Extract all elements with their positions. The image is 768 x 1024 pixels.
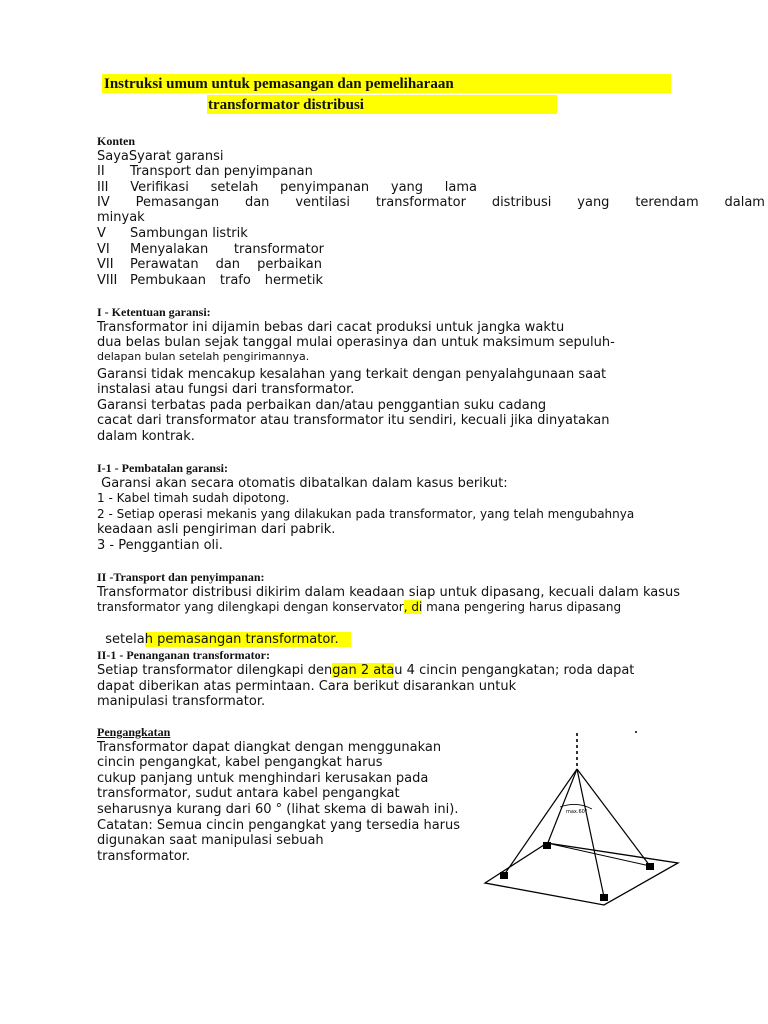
section-2-1-text-1: Setiap transformator dilengkapi dengan 2 atau 4 cincin pengangkatan; roda dapat bbox=[97, 663, 635, 678]
lifting-text-2: cincin pengangkat, kabel pengangkat harus bbox=[97, 755, 383, 770]
section-1-text-2: dua belas bulan sejak tanggal mulai operasinya dan untuk maksimum sepuluh- bbox=[97, 335, 615, 350]
lifting-cables bbox=[504, 769, 650, 897]
section-2-1-text-3: manipulasi transformator. bbox=[97, 694, 266, 709]
highlight-pemasangan: h pemasangan transformator. bbox=[144, 632, 351, 647]
toc-heading: Konten bbox=[97, 134, 136, 148]
section-2-heading: II -Transport dan penyimpanan: bbox=[97, 570, 265, 584]
section-2-text-2: transformator yang dilengkapi dengan konservator, di mana pengering harus dipasang bbox=[97, 600, 622, 614]
transformer-base bbox=[485, 843, 678, 905]
lifting-rings bbox=[500, 842, 654, 901]
section-1-text-3: delapan bulan setelah pengirimannya. bbox=[97, 350, 310, 363]
toc-item-6-label: Menyalakan transformator bbox=[130, 242, 324, 257]
lifting-text-3: cukup panjang untuk menghindari kerusakan pada bbox=[97, 771, 429, 786]
section-1-1-text-3: 2 - Setiap operasi mekanis yang dilakukan pada transformator, yang telah mengubahnya bbox=[97, 507, 635, 521]
section-2-text-1: Transformator distribusi dikirim dalam keadaan siap untuk dipasang, kecuali dalam kasus bbox=[97, 585, 680, 600]
toc-item-5-number: V bbox=[97, 226, 106, 241]
section-1-text-8: dalam kontrak. bbox=[97, 429, 195, 444]
toc-item-5-label: Sambungan listrik bbox=[130, 226, 248, 241]
toc-item-2-number: II bbox=[97, 164, 105, 179]
toc-item-8-label: Pembukaan trafo hermetik bbox=[130, 273, 323, 288]
toc-item-2-label: Transport dan penyimpanan bbox=[130, 164, 313, 179]
toc-item-1: SayaSyarat garansi bbox=[97, 149, 224, 164]
toc-item-4: IV Pemasangan dan ventilasi transformator distribusi yang terendam dalam bbox=[97, 195, 765, 210]
section-1-1-heading: I-1 - Pembatalan garansi: bbox=[97, 461, 228, 475]
stray-mark bbox=[635, 731, 637, 733]
lifting-text-5: seharusnya kurang dari 60 ° (lihat skema di bawah ini). bbox=[97, 802, 459, 817]
section-1-text-1: Transformator ini dijamin bebas dari cacat produksi untuk jangka waktu bbox=[97, 320, 565, 335]
toc-item-7-number: VII bbox=[97, 257, 114, 272]
lifting-diagram bbox=[480, 725, 690, 925]
toc-item-4-continued: minyak bbox=[97, 210, 145, 225]
highlight-di: , di bbox=[403, 600, 423, 614]
lifting-text-6: Catatan: Semua cincin pengangkat yang tersedia harus bbox=[97, 818, 461, 833]
section-1-text-6: Garansi terbatas pada perbaikan dan/atau penggantian suku cadang bbox=[97, 398, 547, 413]
document-title-line1: Instruksi umum untuk pemasangan dan pemeliharaan bbox=[104, 76, 454, 92]
toc-item-8-number: VIII bbox=[97, 273, 118, 288]
lifting-text-8: transformator. bbox=[97, 849, 191, 864]
section-1-1-text-1: Garansi akan secara otomatis dibatalkan dalam kasus berikut: bbox=[97, 476, 508, 491]
highlight-2-atau: gan 2 ata bbox=[332, 663, 395, 678]
document-title-line2: transformator distribusi bbox=[208, 97, 364, 113]
angle-label: max.60° bbox=[566, 809, 588, 815]
section-1-1-text-5: 3 - Penggantian oli. bbox=[97, 538, 223, 553]
section-2-text-3: setelah pemasangan transformator. bbox=[105, 632, 351, 647]
section-1-text-7: cacat dari transformator atau transformator itu sendiri, kecuali jika dinyatakan bbox=[97, 413, 610, 428]
section-1-heading: I - Ketentuan garansi: bbox=[97, 305, 211, 319]
toc-item-3: III Verifikasi setelah penyimpanan yang lama bbox=[97, 180, 477, 195]
toc-item-6-number: VI bbox=[97, 242, 110, 257]
lifting-text-1: Transformator dapat diangkat dengan menggunakan bbox=[97, 740, 442, 755]
section-1-1-text-2: 1 - Kabel timah sudah dipotong. bbox=[97, 491, 290, 505]
section-1-1-text-4: keadaan asli pengiriman dari pabrik. bbox=[97, 522, 336, 537]
lifting-text-4: transformator, sudut antara kabel pengangkat bbox=[97, 786, 400, 801]
lifting-heading: Pengangkatan bbox=[97, 725, 171, 739]
section-1-text-4: Garansi tidak mencakup kesalahan yang terkait dengan penyalahgunaan saat bbox=[97, 367, 607, 382]
section-1-text-5: instalasi atau fungsi dari transformator. bbox=[97, 382, 355, 397]
section-2-1-text-2: dapat diberikan atas permintaan. Cara berikut disarankan untuk bbox=[97, 679, 517, 694]
section-2-1-heading: II-1 - Penanganan transformator: bbox=[97, 648, 270, 662]
lifting-text-7: digunakan saat manipulasi sebuah bbox=[97, 833, 324, 848]
toc-item-7-label: Perawatan dan perbaikan bbox=[130, 257, 322, 272]
